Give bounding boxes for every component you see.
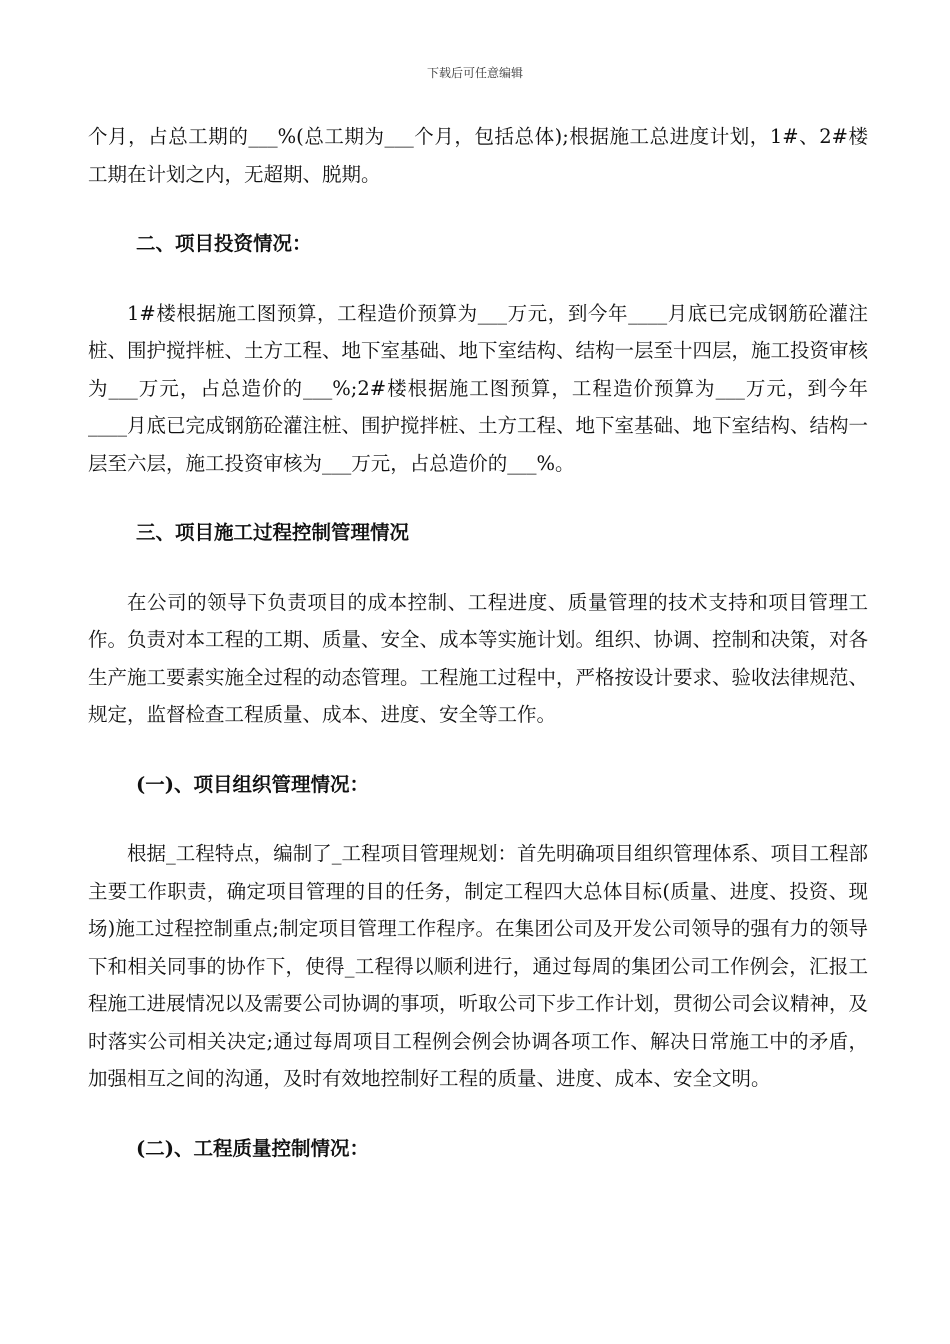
- heading-investment: 二、项目投资情况：: [136, 232, 312, 255]
- paragraph-process-control: 在公司的领导下负责项目的成本控制、工程进度、质量管理的技术支持和项目管理工作。负责对本工程的工期、质量、安全、成本等实施计划。组织、协调、控制和决策，对各生产施工要素实施全过程的动态管理。工程施工过程中，严格按设计要求、验收法律规范、规定，监督检查工程质量、成本、进度、安全等工作。: [88, 590, 869, 726]
- heading-organization: (一)、项目组织管理情况：: [136, 772, 369, 796]
- paragraph-organization: 根据_工程特点，编制了_工程项目管理规划：首先明确项目组织管理体系、项目工程部主要工作职责，确定项目管理的目的任务，制定工程四大总体目标(质量、进度、投资、现场)施工过程控制重点;制定项目管理工作程序。在集团公司及开发公司领导的强有力的领导下和相关同事的协作下，使得_工程得以顺利进行，通过每周的集团公司工作例会，汇报工程施工进展情况以及需要公司协调的事项，听取公司下步工作计划，贯彻公司会议精神，及时落实公司相关决定;通过每周项目工程例会例会协调各项工作、解决日常施工中的矛盾，加强相互之间的沟通，及时有效地控制好工程的质量、进度、成本、安全文明。: [88, 842, 869, 1090]
- paragraph-investment: 1#楼根据施工图预算，工程造价预算为___万元，到今年____月底已完成钢筋砼灌注桩、围护搅拌桩、土方工程、地下室基础、地下室结构、结构一层至十四层，施工投资审核为___万元，占总造价的___%;2#楼根据施工图预算，工程造价预算为___万元，到今年____月底已完成钢筋砼灌注桩、围护搅拌桩、土方工程、地下室基础、地下室结构、结构一层至六层，施工投资审核为___万元，占总造价的___%。: [88, 301, 869, 475]
- paragraph-schedule: 个月，占总工期的___%(总工期为___个月，包括总体);根据施工总进度计划，1#、2#楼工期在计划之内，无超期、脱期。: [88, 125, 868, 186]
- heading-process-control: 三、项目施工过程控制管理情况: [136, 521, 410, 544]
- heading-quality-control: (二)、工程质量控制情况：: [136, 1136, 369, 1160]
- page-header: 下载后可任意编辑: [426, 66, 523, 80]
- document-body: [88, 118, 868, 1167]
